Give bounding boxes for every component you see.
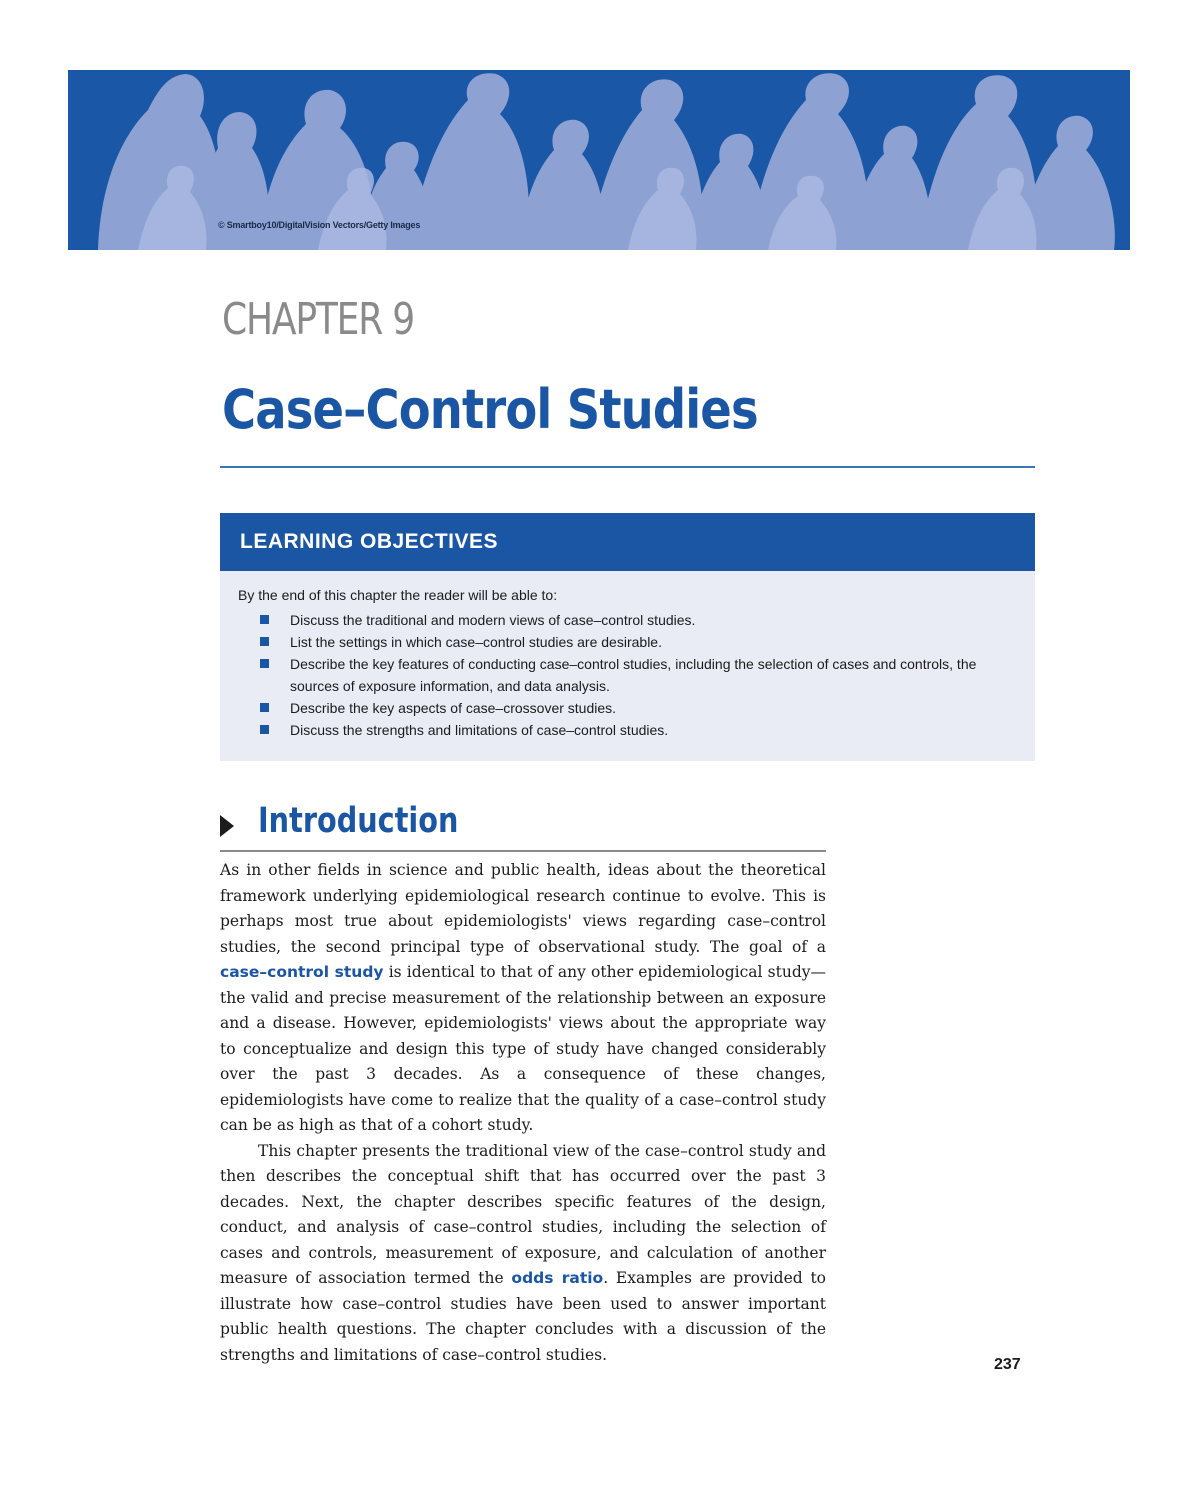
page-number: 237	[994, 1356, 1021, 1373]
objective-item	[238, 631, 1017, 653]
learning-objectives-intro: By the end of this chapter the reader will be able to:	[238, 587, 558, 603]
square-bullet-icon	[260, 637, 269, 646]
square-bullet-icon	[260, 703, 269, 712]
objective-item	[238, 697, 1017, 719]
learning-objectives-header	[220, 513, 1035, 571]
text-run: This chapter presents the traditional view of the case–control study and then describes the conceptual shift that has occurred over the past 3 decades. Next, the chapter describes specific features of the design, conduct, and analysis of case–control studies, including the selection of cases and controls, measurement of exposure, and calculation of another measure of association termed the	[220, 1141, 826, 1287]
objective-item	[238, 653, 1017, 697]
square-bullet-icon	[260, 659, 269, 668]
learning-objectives-list	[238, 609, 1017, 741]
title-divider	[220, 466, 1035, 468]
learning-objectives-heading: LEARNING OBJECTIVES	[240, 530, 499, 553]
text-run: is identical to that of any other epidemiological study—the valid and precise measurement of the relationship between an exposure and a disease. However, epidemiologists' views about the appropriate way to conceptualize and design this type of study have changed considerably over the past 3 decades. As a consequence of these changes, epidemiologists have come to realize that the quality of a case–control study can be as high as that of a cohort study.	[220, 963, 826, 1134]
key-term: odds ratio	[511, 1269, 604, 1287]
square-bullet-icon	[260, 615, 269, 624]
introduction-body	[220, 858, 826, 1368]
learning-objectives-box	[220, 513, 1035, 761]
objective-text: Discuss the strengths and limitations of case–control studies.	[290, 722, 669, 738]
image-credit: © Smartboy10/DigitalVision Vectors/Getty Images	[218, 220, 421, 230]
square-bullet-icon	[260, 725, 269, 734]
section-arrow-icon	[220, 815, 234, 837]
section-divider	[220, 850, 826, 852]
header-banner	[68, 70, 1130, 250]
chapter-label: CHAPTER 9	[222, 294, 415, 345]
objective-item	[238, 609, 1017, 631]
objective-text: Describe the key aspects of case–crossover studies.	[290, 700, 617, 716]
paragraph-2	[220, 1139, 826, 1369]
learning-objectives-body	[220, 571, 1035, 741]
objective-text: Discuss the traditional and modern views of case–control studies.	[290, 612, 696, 628]
objective-text: List the settings in which case–control studies are desirable.	[290, 634, 662, 650]
text-run: . Examples are provided to illustrate how case–control studies have been used to answer important public health questions. The chapter concludes with a discussion of the strengths and limitations of case–control studies.	[220, 1269, 826, 1364]
objective-item	[238, 719, 1017, 741]
key-term: case–control study	[220, 963, 384, 981]
paragraph-1	[220, 858, 826, 1139]
objective-text: Describe the key features of conducting case–control studies, including the selection of cases and controls, the sources of exposure information, and data analysis.	[290, 656, 977, 694]
section-heading: Introduction	[258, 801, 459, 841]
chapter-title: Case–Control Studies	[222, 378, 758, 441]
text-run: As in other fields in science and public health, ideas about the theoretical framework underlying epidemiological research continue to evolve. This is perhaps most true about epidemiologists' views regarding case–control studies, the second principal type of observational study. The goal of a	[220, 861, 826, 956]
